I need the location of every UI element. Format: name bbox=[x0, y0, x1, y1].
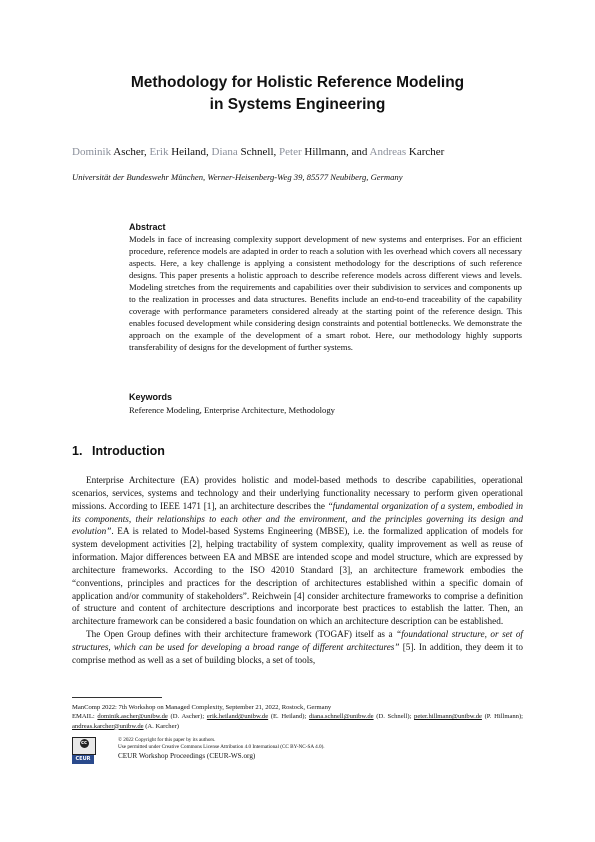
email-link[interactable]: andreas.karcher@unibw.de bbox=[72, 722, 144, 730]
venue-note: ManComp 2022: 7th Workshop on Managed Complexity, September 21, 2022, Rostock, Germany bbox=[72, 704, 332, 711]
license-text: Use permitted under Creative Commons License Attribution 4.0 International (CC BY-NC-SA 4.0). bbox=[118, 744, 325, 751]
email-link[interactable]: erik.heiland@unibw.de bbox=[206, 713, 269, 721]
abstract-heading: Abstract bbox=[129, 222, 166, 232]
section-number: 1. bbox=[72, 444, 83, 458]
author-last-name: Karcher bbox=[408, 146, 445, 158]
title-line-2: in Systems Engineering bbox=[209, 96, 386, 113]
author-first-name: Diana bbox=[211, 146, 238, 158]
email-link[interactable]: diana.schnell@unibw.de bbox=[308, 713, 374, 721]
paragraph bbox=[72, 474, 523, 628]
email-owner: (D. Ascher); bbox=[167, 713, 207, 721]
keywords-text: Reference Modeling, Enterprise Architecture, Methodology bbox=[129, 405, 335, 415]
copyright-text: © 2022 Copyright for this paper by its authors. bbox=[118, 737, 216, 743]
section-heading bbox=[72, 444, 165, 458]
abstract-text: Models in face of increasing complexity support development of new systems and enterprises. For an efficient procedure, reference models are adapted in order to reach a solution with les overhead which covers all necessary aspects. Here, a key challenge is applying a consistent methodology for the descriptions of such reference designs. This paper presents a holistic approach to describe reference models across different views and levels. Modeling stretches from the requirements and capabilities over their subdivision to services and components up to the realization in processes and data structures. Benefits include an end-to-end traceability of the capability coverage with performance parameters considered already at the starting point of the reference design. This enables focused development while considering design constraints and potential bottlenecks. We demonstrate the approach on the example of the development of a smart robot. Here, our methodology highly supports transferability of designs for the development of further systems. bbox=[129, 234, 522, 352]
email-owner: (A. Karcher) bbox=[143, 722, 179, 730]
footnote bbox=[72, 703, 523, 731]
author-last-name: Schnell bbox=[240, 146, 274, 158]
email-link[interactable]: dominik.ascher@unibw.de bbox=[97, 713, 168, 721]
email-owner: (P. Hillmann); bbox=[481, 713, 524, 721]
proceedings-text: CEUR Workshop Proceedings (CEUR-WS.org) bbox=[118, 752, 256, 760]
email-link[interactable]: peter.hillmann@unibw.de bbox=[414, 713, 482, 721]
author-first-name: Peter bbox=[279, 146, 302, 158]
email-note bbox=[72, 712, 523, 731]
abstract-block bbox=[129, 221, 522, 354]
quote-emphasis: “fundamental organization of a system, embodied in its components, their relationships to each other and the environment, and the principles governing its design and evolution” bbox=[72, 500, 524, 537]
text-run: The Open Group defines with their architecture framework (TOGAF) itself as a bbox=[86, 629, 397, 640]
author-first-name: Dominik bbox=[72, 146, 112, 158]
license-note bbox=[118, 737, 418, 752]
paragraph bbox=[72, 628, 523, 667]
author-first-name: Andreas bbox=[369, 146, 407, 158]
paper-title bbox=[60, 72, 535, 116]
author-list bbox=[72, 146, 532, 158]
footnote-rule bbox=[72, 697, 162, 698]
author-separator: , bbox=[273, 146, 280, 158]
title-line-1: Methodology for Holistic Reference Modeling bbox=[130, 74, 465, 91]
keywords-block bbox=[129, 391, 522, 416]
text-run: . EA is related to Model-based Systems Engineering (MBSE), i.e. the formalized application of models for system development activities [2], helping tractability of system complexity, quality improvement as well as reuse of information. Major differences between EA and MBSE are intended scope and model structure, which are expressed by architecture frameworks. According to the ISO 42010 Standard [3], an architecture framework embodies the “conventions, principles and practices for the description of architectures established within a specific domain of application and/or community of stakeholders”. Reichwein [4] consider architecture frameworks to comprise a definition of structure and content of architecture descriptions and incorporate best practices to establish the latter. Then, an architecture framework can be considered a basic foundation on which an architecture description can be established. bbox=[72, 526, 523, 627]
ceur-logo-icon: CEUR bbox=[72, 755, 94, 764]
email-owner: (D. Schnell); bbox=[373, 713, 415, 721]
author-first-name: Erik bbox=[149, 146, 169, 158]
email-owner: (E. Heiland); bbox=[268, 713, 309, 721]
author-last-name: Heiland bbox=[171, 146, 207, 158]
author-separator: , bbox=[206, 146, 212, 158]
author-separator: , bbox=[144, 146, 150, 158]
author-last-name: Ascher bbox=[113, 146, 144, 158]
section-title: Introduction bbox=[92, 444, 165, 458]
cc-license-icon bbox=[72, 737, 96, 755]
author-separator: , and bbox=[345, 146, 370, 158]
email-label: EMAIL: bbox=[72, 713, 98, 721]
keywords-heading: Keywords bbox=[129, 392, 173, 402]
text-run: [5]. In addition, they deem it to comprise method as well as a set of building blocks, a set of tools, bbox=[72, 641, 523, 665]
body-text bbox=[72, 474, 523, 667]
cc-logo-text: cc bbox=[81, 740, 87, 746]
affiliation: Universität der Bundeswehr München, Werner-Heisenberg-Weg 39, 85577 Neubiberg, Germany bbox=[72, 172, 403, 182]
author-last-name: Hillmann bbox=[304, 146, 346, 158]
quote-emphasis: “foundational structure, or set of structures, which can be used for developing a broad range of different architectures” bbox=[72, 629, 523, 652]
text-run: Enterprise Architecture (EA) provides holistic and model-based methods to describe capabilities, operational scenarios, services, systems and technology and their underlying functionality necessary to perform given operational missions. According to IEEE 1471 [1], an architecture describes the bbox=[72, 475, 523, 511]
